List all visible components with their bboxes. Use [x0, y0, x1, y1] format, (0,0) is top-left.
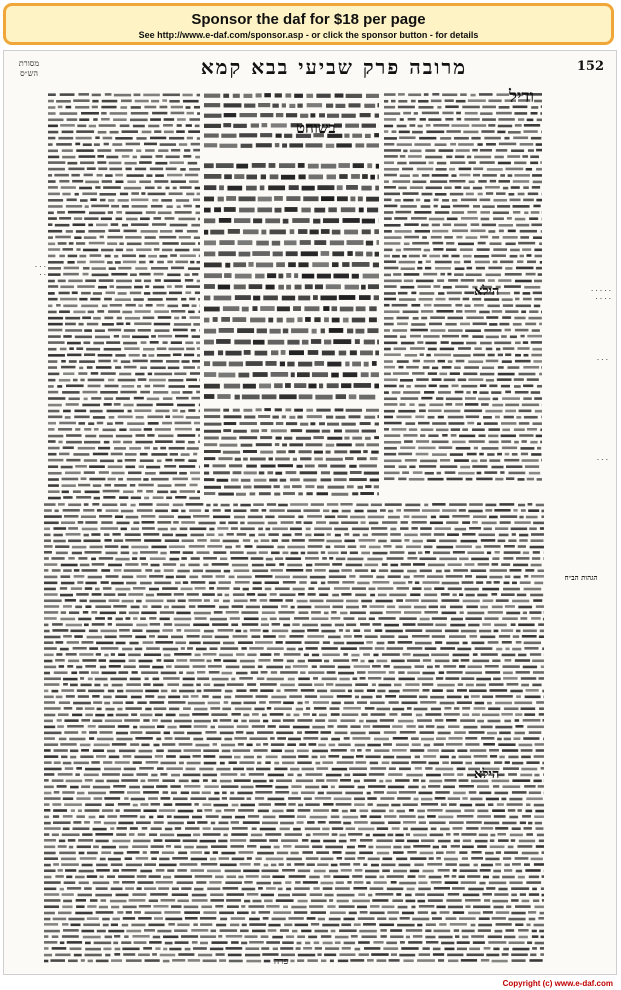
hagahot-habach-box — [549, 573, 613, 582]
rashi-keyword: הילא — [474, 284, 500, 299]
right-margin-note-2 — [552, 356, 608, 364]
right-margin-note-3 — [552, 456, 608, 464]
margin-note-text: · · · — [596, 356, 608, 364]
margin-note-text: · · · · · — [34, 263, 46, 279]
rashi-column — [384, 91, 542, 486]
lower-keyword: הילא — [474, 767, 500, 782]
sponsor-banner-subtitle[interactable]: See http://www.e-daf.com/sponsor.asp - or click the sponsor button - for details — [138, 30, 479, 40]
rashi-opening-word: ודיל — [509, 87, 534, 107]
margin-note-text: · · · — [596, 456, 608, 464]
gemara-column — [204, 161, 379, 401]
left-margin-note — [10, 263, 46, 279]
bottom-catchword: פרה — [274, 957, 289, 967]
page-number: 152 — [576, 59, 604, 74]
gemara-continuation — [204, 406, 379, 496]
sponsor-banner[interactable] — [3, 3, 614, 45]
talmud-page-scan — [3, 50, 617, 975]
center-keyword: בשוחט — [296, 119, 336, 137]
hagahot-habach-heading: הגהות הב״ח — [564, 573, 598, 582]
right-margin-note-1 — [549, 287, 611, 303]
copyright-notice[interactable]: Copyright (c) www.e-daf.com — [502, 979, 613, 988]
margin-note-text: · · · · · · · · · — [590, 287, 611, 303]
lower-commentary-block — [44, 501, 544, 966]
tosafot-column — [48, 91, 200, 501]
page-header-title: מרובה פרק שביעי בבא קמא — [200, 55, 468, 79]
sponsor-banner-title[interactable]: Sponsor the daf for $18 per page — [191, 11, 426, 28]
masoret-hashas-heading: מסורת הש״ס — [18, 59, 40, 78]
gemara-column-top — [204, 91, 379, 153]
